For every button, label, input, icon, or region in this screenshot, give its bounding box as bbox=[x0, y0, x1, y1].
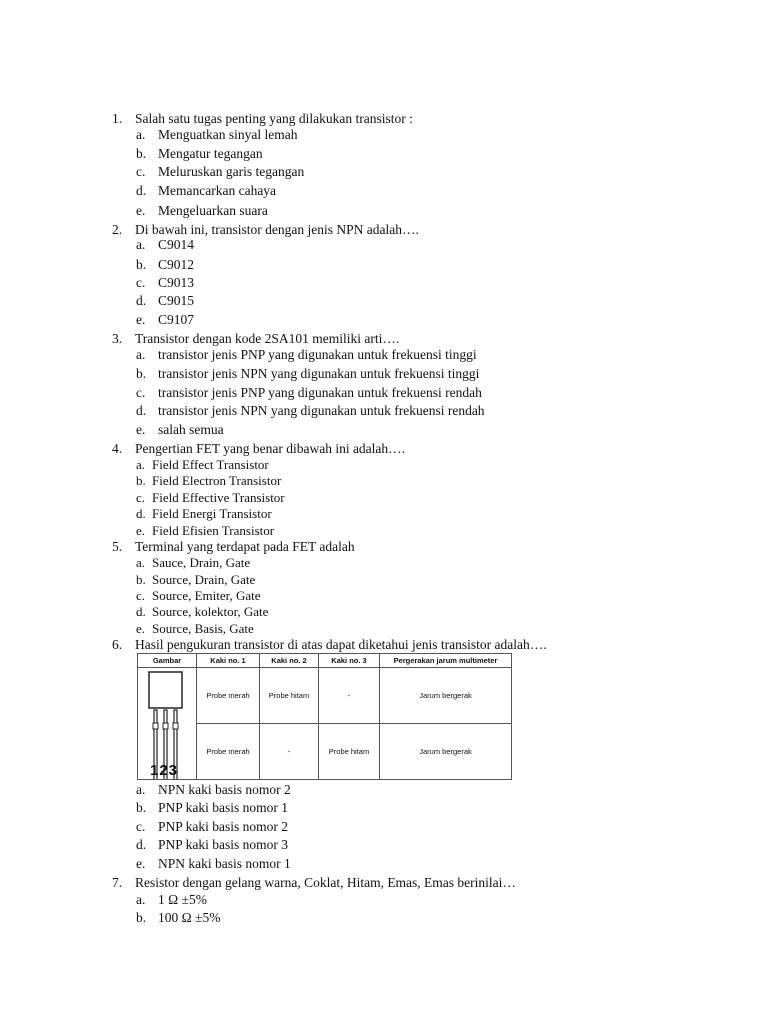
option-letter: a. bbox=[136, 457, 146, 472]
option-1b bbox=[136, 145, 263, 162]
option-letter: e. bbox=[136, 203, 146, 218]
option-letter: d. bbox=[136, 403, 147, 418]
option-6d bbox=[136, 836, 288, 853]
option-4c bbox=[136, 489, 285, 506]
option-letter: b. bbox=[136, 910, 147, 925]
option-3e bbox=[136, 421, 224, 438]
option-letter: b. bbox=[136, 473, 146, 488]
question-1 bbox=[112, 110, 413, 127]
option-text: transistor jenis NPN yang digunakan untuk frekuensi rendah bbox=[158, 403, 485, 418]
table-header: Gambar bbox=[138, 654, 197, 668]
option-4a bbox=[136, 456, 269, 473]
question-6 bbox=[112, 636, 547, 653]
option-5c bbox=[136, 587, 261, 604]
measurement-table bbox=[137, 653, 512, 780]
option-1e bbox=[136, 202, 268, 219]
option-4b bbox=[136, 472, 281, 489]
question-number: 7. bbox=[112, 875, 123, 890]
option-letter: a. bbox=[136, 782, 146, 797]
option-5a bbox=[136, 554, 250, 571]
option-2c bbox=[136, 274, 194, 291]
option-text: Field Electron Transistor bbox=[152, 473, 282, 488]
table-cell: Jarum bergerak bbox=[380, 724, 512, 780]
option-2e bbox=[136, 311, 194, 328]
option-text: NPN kaki basis nomor 1 bbox=[158, 856, 291, 871]
option-text: PNP kaki basis nomor 3 bbox=[158, 837, 289, 852]
option-1a bbox=[136, 126, 297, 143]
option-text: Sauce, Drain, Gate bbox=[152, 555, 251, 570]
table-header-row bbox=[138, 654, 512, 668]
question-text: Pengertian FET yang benar dibawah ini adalah…. bbox=[135, 441, 406, 456]
table-cell: Probe hitam bbox=[260, 668, 319, 724]
option-letter: d. bbox=[136, 183, 147, 198]
option-letter: a. bbox=[136, 892, 146, 907]
option-text: C9012 bbox=[158, 257, 195, 272]
option-text: Field Effect Transistor bbox=[152, 457, 269, 472]
pin-number-labels: 123 bbox=[150, 762, 179, 779]
option-text: Field Energi Transistor bbox=[152, 506, 272, 521]
question-text: Transistor dengan kode 2SA101 memiliki arti…. bbox=[135, 331, 400, 346]
option-letter: a. bbox=[136, 347, 146, 362]
option-1d bbox=[136, 182, 276, 199]
option-text: C9107 bbox=[158, 312, 195, 327]
option-text: Source, Drain, Gate bbox=[152, 572, 256, 587]
table-header: Kaki no. 3 bbox=[319, 654, 380, 668]
option-text: Source, kolektor, Gate bbox=[152, 604, 269, 619]
option-text: Field Effective Transistor bbox=[152, 490, 285, 505]
option-3b bbox=[136, 365, 479, 382]
option-letter: e. bbox=[136, 523, 146, 538]
option-text: transistor jenis PNP yang digunakan untuk frekuensi rendah bbox=[158, 385, 482, 400]
option-6a bbox=[136, 781, 291, 798]
question-text: Hasil pengukuran transistor di atas dapat diketahui jenis transistor adalah…. bbox=[135, 637, 547, 652]
table-row bbox=[138, 668, 512, 724]
option-text: Mengeluarkan suara bbox=[158, 203, 268, 218]
option-letter: a. bbox=[136, 127, 146, 142]
option-6b bbox=[136, 799, 288, 816]
option-letter: b. bbox=[136, 366, 147, 381]
option-text: Meluruskan garis tegangan bbox=[158, 164, 305, 179]
option-5e bbox=[136, 620, 254, 637]
option-text: transistor jenis PNP yang digunakan untuk frekuensi tinggi bbox=[158, 347, 477, 362]
option-text: transistor jenis NPN yang digunakan untuk frekuensi tinggi bbox=[158, 366, 480, 381]
option-text: Source, Basis, Gate bbox=[152, 621, 254, 636]
table-cell: - bbox=[319, 668, 380, 724]
option-text: C9013 bbox=[158, 275, 195, 290]
option-3c bbox=[136, 384, 482, 401]
option-6c bbox=[136, 818, 288, 835]
option-text: Menguatkan sinyal lemah bbox=[158, 127, 298, 142]
option-letter: a. bbox=[136, 555, 146, 570]
option-text: Memancarkan cahaya bbox=[158, 183, 277, 198]
option-letter: e. bbox=[136, 422, 146, 437]
option-text: 1 Ω ±5% bbox=[158, 892, 207, 907]
option-3d bbox=[136, 402, 485, 419]
option-4d bbox=[136, 505, 272, 522]
table-cell: Probe hitam bbox=[319, 724, 380, 780]
table-cell: Probe merah bbox=[197, 724, 260, 780]
question-text: Terminal yang terdapat pada FET adalah bbox=[135, 539, 355, 554]
option-text: Mengatur tegangan bbox=[158, 146, 263, 161]
option-7b bbox=[136, 909, 220, 926]
question-number: 2. bbox=[112, 222, 123, 237]
option-letter: e. bbox=[136, 856, 146, 871]
option-letter: c. bbox=[136, 588, 146, 603]
option-letter: b. bbox=[136, 800, 147, 815]
option-2a bbox=[136, 236, 194, 253]
question-text: Salah satu tugas penting yang dilakukan transistor : bbox=[135, 111, 413, 126]
question-number: 5. bbox=[112, 539, 123, 554]
question-text: Di bawah ini, transistor dengan jenis NPN adalah…. bbox=[135, 222, 419, 237]
option-letter: b. bbox=[136, 146, 147, 161]
option-letter: c. bbox=[136, 164, 146, 179]
option-6e bbox=[136, 855, 291, 872]
table-header: Kaki no. 2 bbox=[260, 654, 319, 668]
option-letter: d. bbox=[136, 837, 147, 852]
transistor-image-cell bbox=[138, 668, 197, 780]
option-letter: e. bbox=[136, 312, 146, 327]
option-letter: c. bbox=[136, 819, 146, 834]
question-7 bbox=[112, 874, 516, 891]
option-text: Source, Emiter, Gate bbox=[152, 588, 261, 603]
option-text: C9014 bbox=[158, 237, 195, 252]
option-2b bbox=[136, 256, 194, 273]
question-number: 4. bbox=[112, 441, 123, 456]
option-letter: c. bbox=[136, 490, 146, 505]
option-text: salah semua bbox=[158, 422, 224, 437]
option-text: 100 Ω ±5% bbox=[158, 910, 221, 925]
option-letter: e. bbox=[136, 621, 146, 636]
question-number: 1. bbox=[112, 111, 123, 126]
question-5 bbox=[112, 538, 355, 555]
option-letter: c. bbox=[136, 275, 146, 290]
question-4 bbox=[112, 440, 405, 457]
table-cell: Probe merah bbox=[197, 668, 260, 724]
option-5d bbox=[136, 603, 268, 620]
table-header: Pergerakan jarum multimeter bbox=[380, 654, 512, 668]
option-7a bbox=[136, 891, 207, 908]
option-letter: d. bbox=[136, 506, 146, 521]
option-3a bbox=[136, 346, 477, 363]
question-number: 6. bbox=[112, 637, 123, 652]
option-letter: b. bbox=[136, 257, 147, 272]
table-cell: - bbox=[260, 724, 319, 780]
option-1c bbox=[136, 163, 304, 180]
option-letter: c. bbox=[136, 385, 146, 400]
option-4e bbox=[136, 522, 274, 539]
option-text: NPN kaki basis nomor 2 bbox=[158, 782, 291, 797]
question-3 bbox=[112, 330, 399, 347]
option-2d bbox=[136, 292, 194, 309]
option-letter: b. bbox=[136, 572, 146, 587]
option-letter: a. bbox=[136, 237, 146, 252]
option-text: Field Efisien Transistor bbox=[152, 523, 275, 538]
table-cell: Jarum bergerak bbox=[380, 668, 512, 724]
option-text: PNP kaki basis nomor 1 bbox=[158, 800, 289, 815]
option-text: C9015 bbox=[158, 293, 195, 308]
option-letter: d. bbox=[136, 293, 147, 308]
question-number: 3. bbox=[112, 331, 123, 346]
option-letter: d. bbox=[136, 604, 146, 619]
table-header: Kaki no. 1 bbox=[197, 654, 260, 668]
option-text: PNP kaki basis nomor 2 bbox=[158, 819, 289, 834]
question-text: Resistor dengan gelang warna, Coklat, Hitam, Emas, Emas berinilai… bbox=[135, 875, 516, 890]
option-5b bbox=[136, 571, 255, 588]
